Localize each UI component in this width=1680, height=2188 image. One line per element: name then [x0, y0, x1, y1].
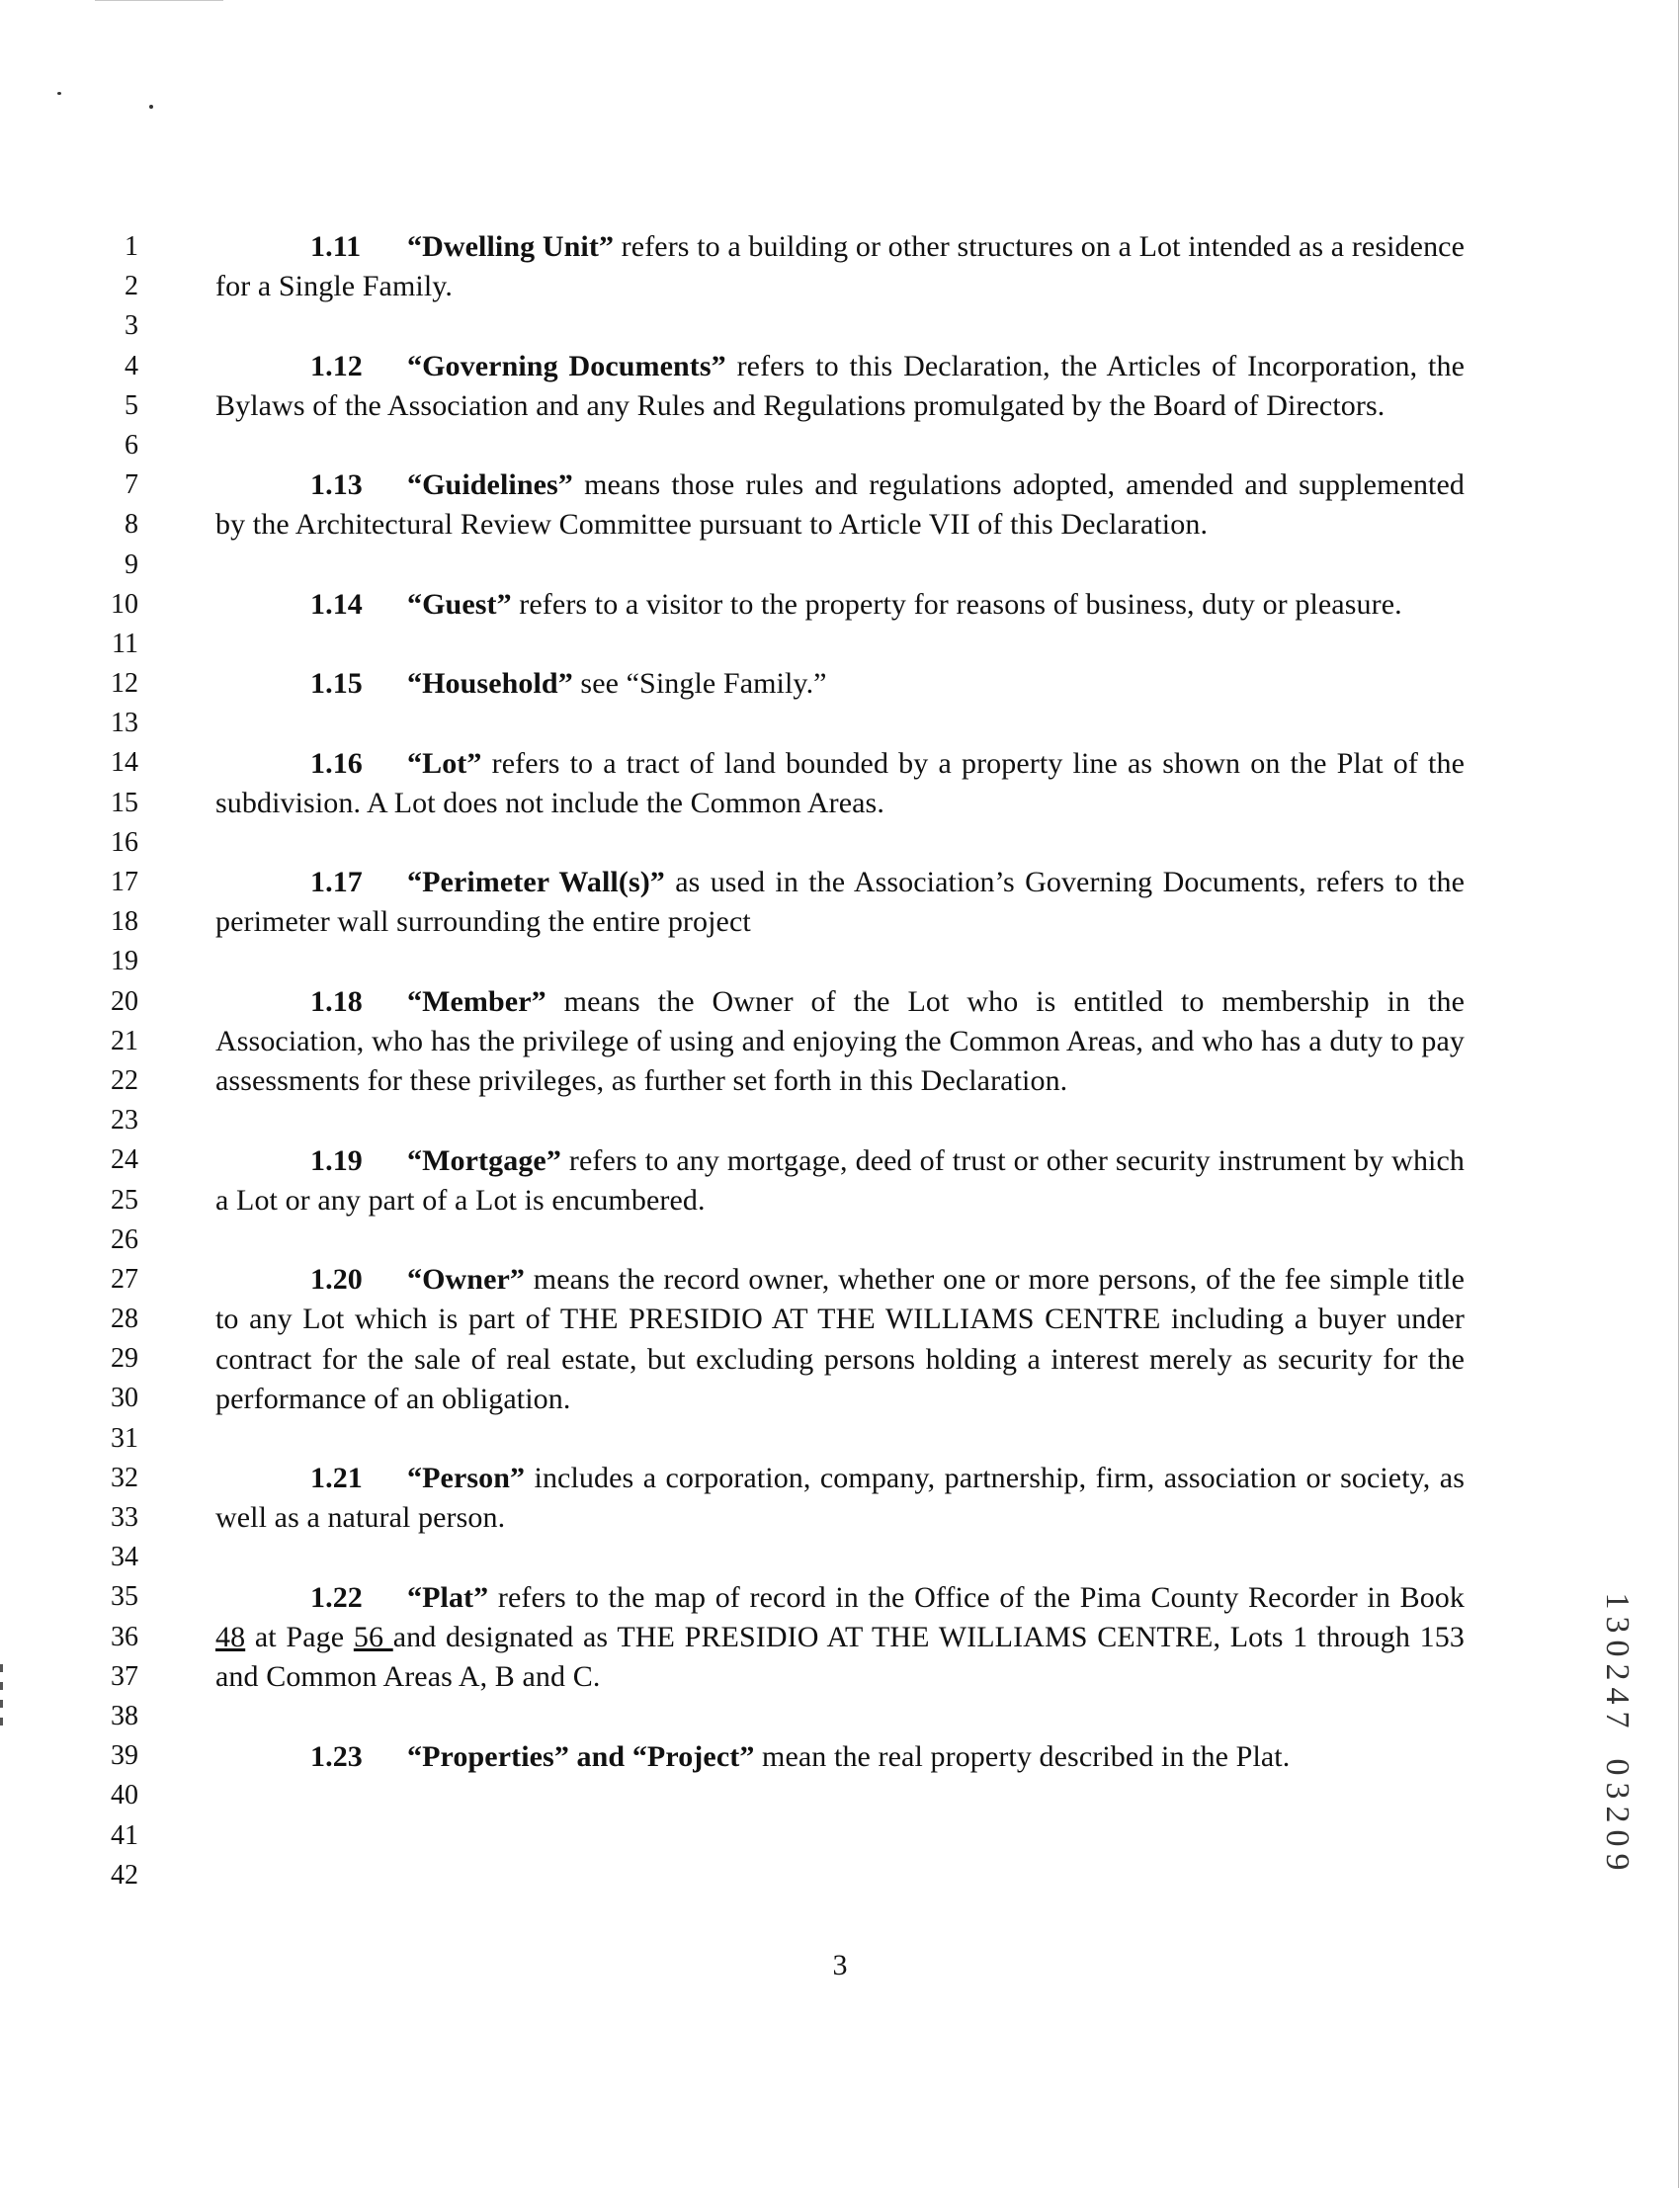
line-number: 40: [111, 1780, 138, 1811]
defined-term: “Governing Documents”: [407, 349, 726, 382]
stamp-digit: 0: [1599, 1640, 1636, 1657]
definition-1-21: [215, 1459, 1465, 1538]
line-number: 32: [111, 1462, 138, 1493]
line-number: 25: [111, 1184, 138, 1216]
line-number: 31: [111, 1422, 138, 1454]
definition-1-14: [215, 585, 1465, 625]
scan-edge-mark: [0, 1664, 3, 1672]
line-number: 11: [112, 628, 138, 659]
line-number: 38: [111, 1700, 138, 1731]
line-number: 13: [111, 708, 138, 739]
line-number: 20: [111, 985, 138, 1017]
line-number: 9: [125, 548, 138, 580]
line-number: 35: [111, 1581, 138, 1613]
line-number: 41: [111, 1819, 138, 1851]
section-number: 1.21: [310, 1462, 363, 1495]
line-number: 27: [111, 1263, 138, 1295]
conjunction: and: [568, 1739, 632, 1773]
definition-text: refers to a visitor to the property for reasons of business, duty or pleasure.: [511, 587, 1402, 621]
defined-term: “Properties”: [407, 1739, 569, 1773]
defined-term: “Member”: [407, 984, 546, 1018]
line-number: 36: [111, 1621, 138, 1652]
definition-1-13: [215, 465, 1465, 545]
definition-text: see “Single Family.”: [572, 667, 827, 701]
definition-text: mean the real property described in the Plat.: [754, 1739, 1291, 1773]
scan-speck: [57, 92, 61, 95]
scan-edge-mark: [0, 1718, 3, 1725]
line-number: 37: [111, 1660, 138, 1692]
line-number: 12: [111, 668, 138, 700]
stamp-digit: 0: [1599, 1829, 1636, 1847]
defined-term: “Person”: [407, 1462, 526, 1495]
definition-text: refers to a building or other structures on a Lot intended as a residence for a Single Family.: [215, 230, 1465, 303]
definition-text: means the Owner of the Lot who is entitled to membership in the Association, who has the privilege of using and enjoying the Common Areas, and who has a duty to pay assessments for these privileges, as further set forth in this Declaration.: [215, 984, 1465, 1098]
line-number: 34: [111, 1542, 138, 1573]
book-number: 48: [215, 1620, 246, 1653]
definition-text: at Page: [245, 1620, 354, 1653]
section-number: 1.22: [310, 1580, 363, 1614]
definition-text: includes a corporation, company, partnership, firm, association or society, as well as a natural person.: [215, 1462, 1465, 1535]
defined-term: “Perimeter Wall(s)”: [407, 866, 665, 899]
defined-term: “Project”: [631, 1739, 755, 1773]
line-number: 16: [111, 826, 138, 858]
defined-term: “Lot”: [407, 746, 482, 780]
definition-text: means those rules and regulations adopted, amended and supplemented by the Architectural Review Committee pursuant to Article VII of this Declaration.: [215, 468, 1465, 542]
line-number: 24: [111, 1144, 138, 1176]
line-number: 26: [111, 1223, 138, 1255]
defined-term: “Household”: [407, 667, 573, 701]
scan-speck: [149, 105, 153, 109]
stamp-digit: 9: [1599, 1853, 1636, 1871]
section-number: 1.17: [310, 866, 363, 899]
line-number: 6: [125, 429, 138, 461]
definition-1-19: [215, 1141, 1465, 1220]
scan-edge-mark: [0, 1682, 3, 1690]
line-number: 15: [111, 787, 138, 818]
section-number: 1.11: [310, 230, 362, 263]
line-number: 23: [111, 1105, 138, 1136]
stamp-digit: 7: [1599, 1711, 1636, 1728]
definition-text: as used in the Association’s Governing Documents, refers to the perimeter wall surrounding the entire project: [215, 866, 1465, 939]
section-number: 1.16: [310, 746, 363, 780]
line-number: 30: [111, 1383, 138, 1414]
line-number: 7: [125, 469, 138, 501]
section-number: 1.23: [310, 1739, 363, 1773]
line-number: 14: [111, 747, 138, 779]
definition-1-23: [215, 1737, 1465, 1777]
defined-term: “Guidelines”: [407, 468, 573, 502]
section-number: 1.18: [310, 984, 363, 1018]
definition-1-15: [215, 664, 1465, 704]
definition-1-12: [215, 347, 1465, 426]
stamp-digit: 1: [1599, 1592, 1636, 1610]
section-number: 1.14: [310, 587, 363, 621]
definition-text: refers to the map of record in the Office of the Pima County Recorder in Book: [488, 1580, 1465, 1614]
line-number: 22: [111, 1064, 138, 1096]
section-number: 1.19: [310, 1143, 363, 1177]
section-number: 1.20: [310, 1263, 363, 1297]
stamp-digit: 4: [1599, 1687, 1636, 1705]
line-number: 33: [111, 1502, 138, 1533]
stamp-digit: 2: [1599, 1806, 1636, 1823]
section-number: 1.12: [310, 349, 363, 382]
definition-1-22: [215, 1578, 1465, 1698]
definition-1-18: [215, 982, 1465, 1102]
defined-term: “Guest”: [407, 587, 512, 621]
line-number: 18: [111, 906, 138, 938]
definition-text: refers to any mortgage, deed of trust or other security instrument by which a Lot or any part of a Lot is encumbered.: [215, 1143, 1465, 1217]
line-number: 42: [111, 1859, 138, 1891]
stamp-digit: 2: [1599, 1663, 1636, 1681]
line-number: 19: [111, 946, 138, 977]
line-number: 21: [111, 1025, 138, 1056]
line-number: 2: [125, 271, 138, 302]
recording-stamp: [1599, 1589, 1638, 1874]
defined-term: “Owner”: [407, 1263, 526, 1297]
line-number: 4: [125, 350, 138, 381]
section-number: 1.15: [310, 667, 363, 701]
definition-1-17: [215, 863, 1465, 942]
definition-1-11: [215, 227, 1465, 306]
stamp-digit: 3: [1599, 1616, 1636, 1634]
line-number: 17: [111, 867, 138, 897]
definition-1-20: [215, 1260, 1465, 1419]
defined-term: “Mortgage”: [407, 1143, 561, 1177]
line-number: 28: [111, 1304, 138, 1335]
line-number: 5: [125, 389, 138, 421]
line-number: 3: [125, 310, 138, 342]
scan-edge-top: [95, 0, 223, 1]
section-number: 1.13: [310, 468, 363, 502]
line-number: 29: [111, 1343, 138, 1375]
definition-text: and designated as THE PRESIDIO AT THE WILLIAMS CENTRE, Lots 1 through 153 and Common Areas A, B and C.: [215, 1620, 1465, 1694]
stamp-digit: 3: [1599, 1782, 1636, 1800]
definition-1-16: [215, 744, 1465, 823]
scan-edge-mark: [0, 1700, 3, 1708]
line-number: 1: [125, 231, 138, 262]
page-number: 3: [832, 1949, 848, 1981]
line-number-column: [91, 227, 142, 1895]
defined-term: “Plat”: [407, 1580, 489, 1614]
line-number: 39: [111, 1740, 138, 1772]
definition-text: refers to a tract of land bounded by a property line as shown on the Plat of the subdivision. A Lot does not include the Common Areas.: [215, 746, 1465, 819]
definition-text: refers to this Declaration, the Articles of Incorporation, the Bylaws of the Association and any Rules and Regulations promulgated by the Board of Directors.: [215, 349, 1465, 422]
definition-text: means the record owner, whether one or more persons, of the fee simple title to any Lot which is part of THE PRESIDIO AT THE WILLIAMS CENTRE including a buyer under contract for the sale of real estate, but excluding persons holding a interest merely as security for the performance of an obligation.: [215, 1263, 1465, 1415]
line-number: 8: [125, 509, 138, 541]
scan-edge-right: [1678, 0, 1679, 2188]
stamp-digit: 0: [1599, 1758, 1636, 1776]
line-number: 10: [111, 588, 138, 620]
definitions-body: [215, 227, 1465, 1777]
page-reference: 56: [353, 1620, 393, 1653]
defined-term: “Dwelling Unit”: [407, 230, 615, 263]
